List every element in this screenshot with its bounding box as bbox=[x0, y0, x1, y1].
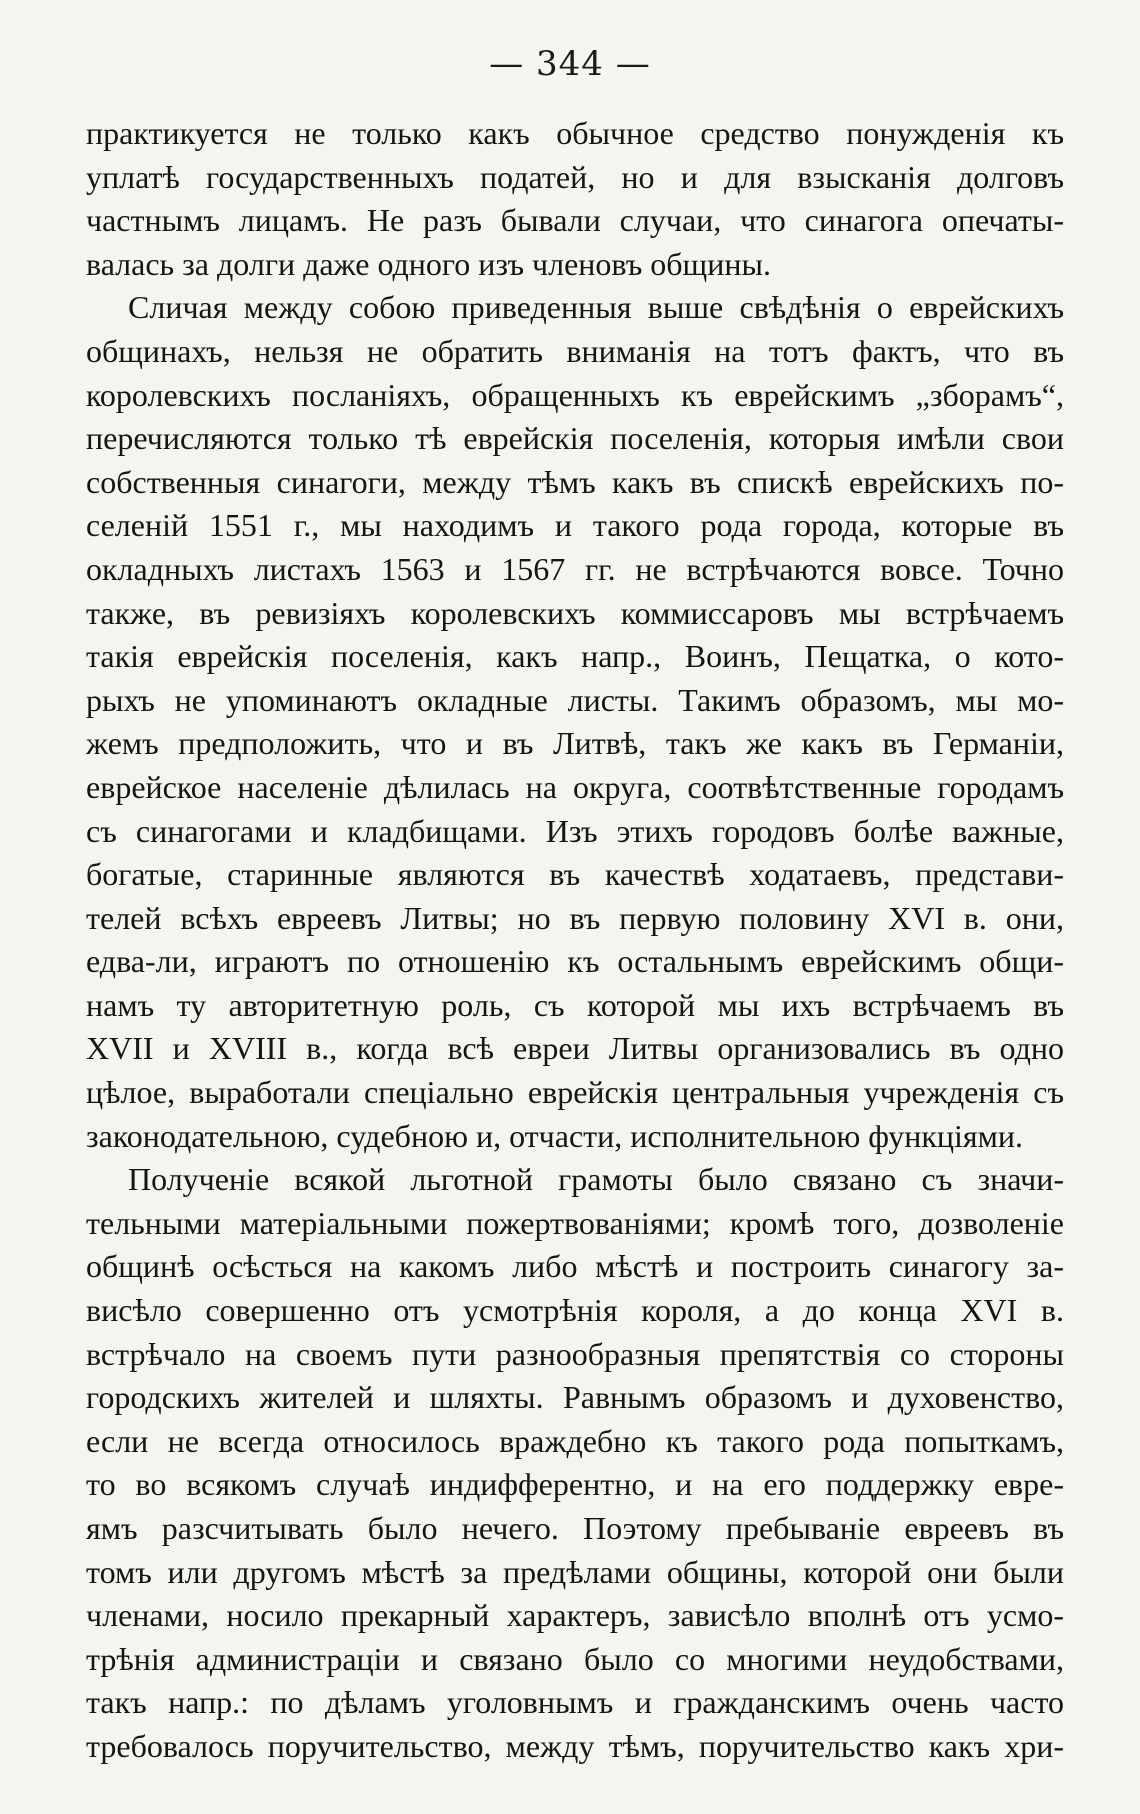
paragraph bbox=[86, 286, 1064, 1158]
text-line: перечисляются только тѣ еврейскія поселенія, которыя имѣли свои bbox=[86, 420, 1064, 457]
text-line: съ синагогами и кладбищами. Изъ этихъ городовъ болѣе важные, bbox=[86, 812, 1064, 849]
text-line: Сличая между собою приведенныя выше свѣдѣнія о еврейскихъ bbox=[128, 289, 1064, 326]
text-line: требовалось поручительство, между тѣмъ, поручительство какъ хри- bbox=[86, 1727, 1064, 1764]
text-line: законодательною, судебною и, отчасти, исполнительною функціями. bbox=[86, 1117, 1024, 1154]
text-line: висѣло совершенно отъ усмотрѣнія короля, а до конца XVI в. bbox=[86, 1292, 1064, 1329]
text-line: то во всякомъ случаѣ индифферентно, и на его поддержку евре- bbox=[86, 1466, 1064, 1503]
text-line: еврейское населеніе дѣлилась на округа, соотвѣтственные городамъ bbox=[86, 768, 1064, 805]
text-line: ямъ разсчитывать было нечего. Поэтому пребываніе евреевъ въ bbox=[86, 1510, 1064, 1546]
text-line: селеній 1551 г., мы находимъ и такого рода города, которые въ bbox=[86, 507, 1064, 544]
text-line: общинѣ осѣсться на какомъ либо мѣстѣ и построить синагогу за- bbox=[86, 1248, 1064, 1285]
text-line: уплатѣ государственныхъ податей, но и для взысканія долговъ bbox=[86, 158, 1064, 195]
text-line: также, въ ревизіяхъ королевскихъ коммиссаровъ мы встрѣчаемъ bbox=[86, 594, 1064, 631]
text-line: богатые, старинные являются въ качествѣ ходатаевъ, представи- bbox=[86, 856, 1064, 893]
text-line: томъ или другомъ мѣстѣ за предѣлами общины, которой они были bbox=[86, 1553, 1064, 1590]
text-line: если не всегда относилось враждебно къ такого рода попыткамъ, bbox=[86, 1422, 1064, 1459]
paragraph bbox=[86, 112, 1064, 286]
text-line: тельными матеріальными пожертвованіями; кромѣ того, дозволеніе bbox=[86, 1204, 1064, 1241]
text-line: цѣлое, выработали спеціально еврейскія центральныя учрежденія съ bbox=[86, 1074, 1064, 1111]
text-line: практикуется не только какъ обычное средство понужденія къ bbox=[86, 115, 1064, 151]
text-line: едва-ли, играютъ по отношенію къ остальнымъ еврейскимъ общи- bbox=[86, 943, 1064, 980]
text-line: Полученіе всякой льготной грамоты было связано съ значи- bbox=[128, 1161, 1064, 1198]
text-line: XVII и XVIII в., когда всѣ евреи Литвы организовались въ одно bbox=[86, 1030, 1064, 1067]
text-line: рыхъ не упоминаютъ окладные листы. Такимъ образомъ, мы мо- bbox=[86, 681, 1064, 718]
paragraph bbox=[86, 1158, 1064, 1768]
body-text bbox=[86, 112, 1064, 1769]
text-line: королевскихъ посланіяхъ, обращенныхъ къ еврейскимъ „зборамъ“, bbox=[86, 376, 1064, 413]
text-line: частнымъ лицамъ. Не разъ бывали случаи, что синагога опечаты- bbox=[86, 202, 1064, 239]
text-line: намъ ту авторитетную роль, съ которой мы ихъ встрѣчаемъ въ bbox=[86, 986, 1064, 1023]
text-line: телей всѣхъ евреевъ Литвы; но въ первую половину XVI в. они, bbox=[86, 899, 1064, 936]
text-line: членами, носило прекарный характеръ, зависѣло вполнѣ отъ усмо- bbox=[86, 1597, 1064, 1634]
text-line: трѣнія администраціи и связано было со многими неудобствами, bbox=[86, 1640, 1064, 1677]
text-line: такъ напр.: по дѣламъ уголовнымъ и гражданскимъ очень часто bbox=[86, 1684, 1064, 1721]
text-line: валась за долги даже одного изъ членовъ общины. bbox=[86, 245, 771, 282]
text-line: встрѣчало на своемъ пути разнообразныя препятствія со стороны bbox=[86, 1335, 1064, 1372]
page-number: — 344 — bbox=[489, 44, 651, 84]
text-line: собственныя синагоги, между тѣмъ какъ въ спискѣ еврейскихъ по- bbox=[86, 463, 1064, 500]
text-line: общинахъ, нельзя не обратить вниманія на тотъ фактъ, что въ bbox=[86, 332, 1064, 369]
text-line: жемъ предположить, что и въ Литвѣ, такъ же какъ въ Германіи, bbox=[86, 725, 1064, 762]
text-line: городскихъ жителей и шляхты. Равнымъ образомъ и духовенство, bbox=[86, 1379, 1064, 1416]
text-line: окладныхъ листахъ 1563 и 1567 гг. не встрѣчаются вовсе. Точно bbox=[86, 550, 1064, 587]
text-line: такія еврейскія поселенія, какъ напр., Воинъ, Пещатка, о кото- bbox=[86, 638, 1064, 675]
